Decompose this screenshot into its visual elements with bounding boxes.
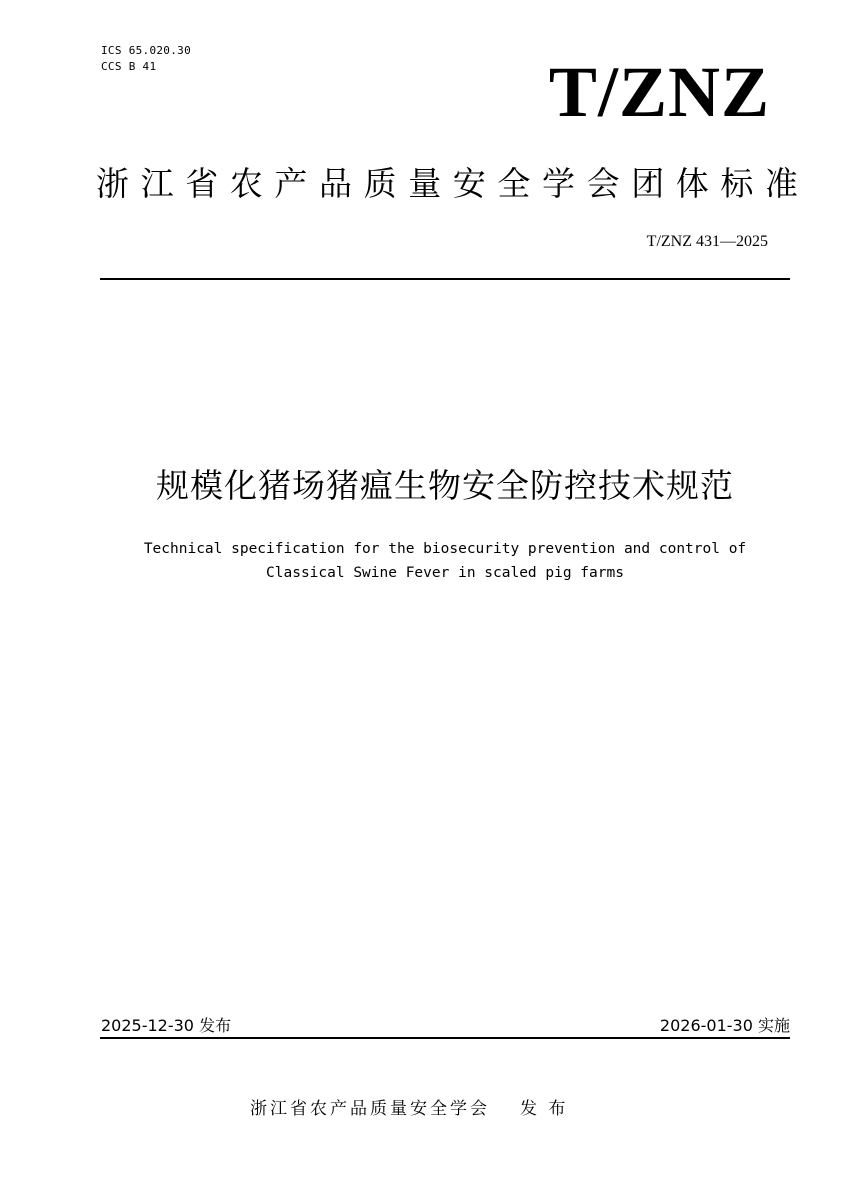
publisher-name: 浙江省农产品质量安全学会 [250,1099,490,1119]
effective-date: 2026-01-30 实施 [659,1016,790,1035]
standard-logo: T/ZNZ [548,52,770,132]
ccs-code: CCS B 41 [101,60,157,73]
title-en-line-1: Technical specification for the biosecurity prevention and control of [143,541,747,557]
classification-codes [101,43,191,75]
title-en-line-2: Classical Swine Fever in scaled pig farms [266,565,624,581]
ics-code: ICS 65.020.30 [101,44,191,57]
document-title-en [40,537,850,585]
standard-number: T/ZNZ 431—2025 [646,233,768,250]
organization-title: 浙江省农产品质量安全学会团体标准 [96,164,810,203]
publisher-action: 发 布 [520,1099,569,1119]
footer-divider [100,1037,790,1039]
document-title-zh: 规模化猪场猪瘟生物安全防控技术规范 [156,466,734,505]
header-divider [100,278,790,280]
publisher-line [250,1098,568,1120]
publish-date: 2025-12-30 发布 [101,1016,232,1035]
